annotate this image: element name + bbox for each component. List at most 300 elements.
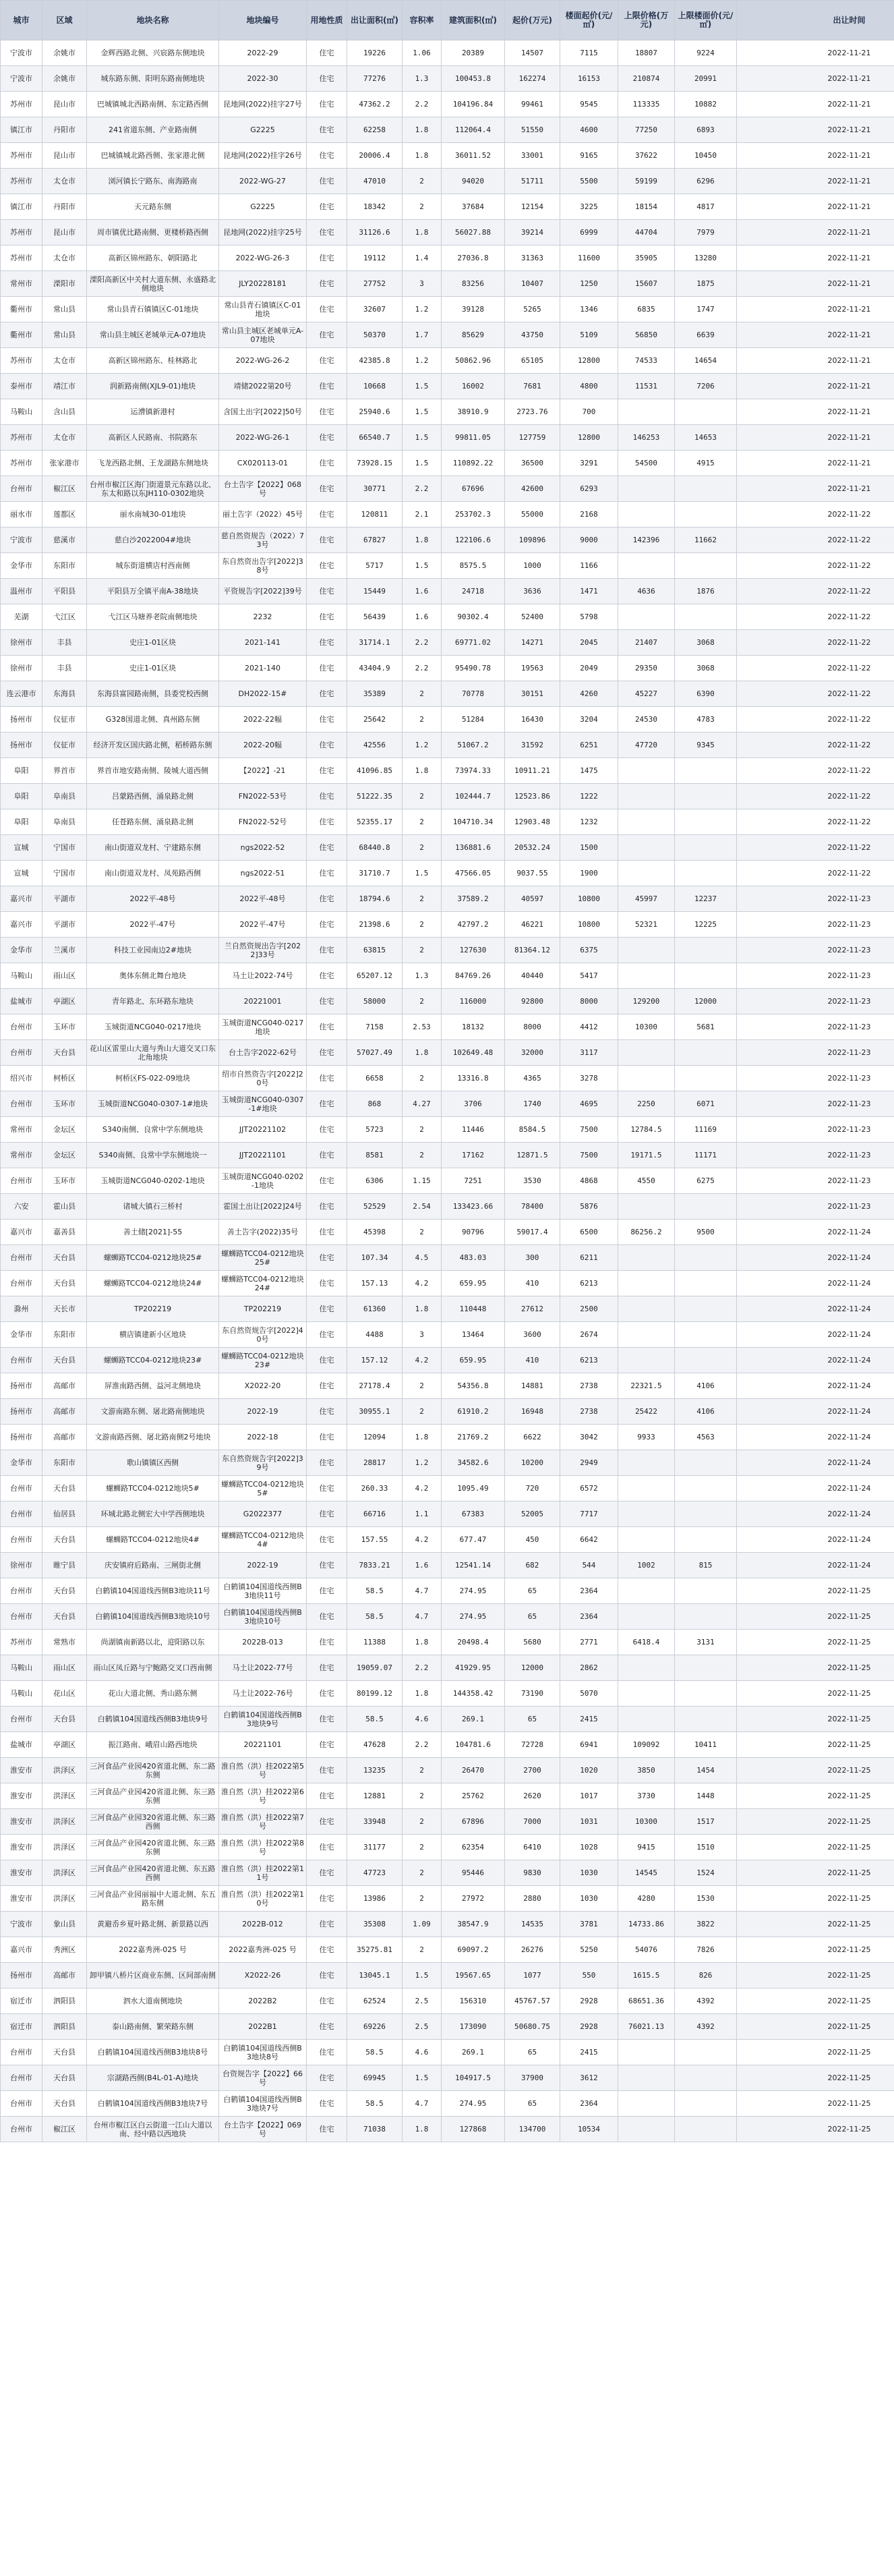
table-row — [1, 1707, 894, 1732]
cell-transfer-date: 2022-11-25 — [737, 1860, 894, 1886]
cell-area: 21398.6 — [347, 912, 403, 938]
cell-area: 25642 — [347, 707, 403, 733]
cell-land-use: 住宅 — [307, 502, 347, 527]
cell-cap-floor-price: 10411 — [675, 1732, 737, 1758]
cell-district: 泗阳县 — [42, 1988, 87, 2014]
cell-plot-name: 三河食品产业园420省道北侧、东五路西侧 — [87, 1860, 219, 1886]
cell-start-price: 720 — [505, 1476, 560, 1501]
cell-transfer-date: 2022-11-21 — [737, 169, 894, 194]
cell-start-price: 7681 — [505, 374, 560, 399]
cell-plot-code: 丽土告字（2022）45号 — [219, 502, 307, 527]
cell-floor-start-price: 1232 — [560, 809, 618, 835]
cell-floor-start-price: 6375 — [560, 938, 618, 963]
cell-plot-ratio: 4.7 — [403, 2091, 442, 2117]
table-row — [1, 604, 894, 630]
cell-cap-floor-price — [675, 758, 737, 784]
cell-plot-ratio: 4.7 — [403, 1604, 442, 1630]
table-row — [1, 2091, 894, 2117]
cell-land-use: 住宅 — [307, 399, 347, 425]
cell-cap-price: 59199 — [618, 169, 675, 194]
cell-start-price: 3636 — [505, 579, 560, 604]
cell-cap-price: 37622 — [618, 143, 675, 169]
cell-cap-price — [618, 1271, 675, 1296]
cell-area: 69226 — [347, 2014, 403, 2040]
cell-start-price: 1740 — [505, 1091, 560, 1117]
cell-land-use: 住宅 — [307, 835, 347, 861]
cell-area: 42556 — [347, 733, 403, 758]
cell-start-price: 2723.76 — [505, 399, 560, 425]
table-row — [1, 1937, 894, 1963]
cell-cap-price — [618, 758, 675, 784]
cell-building-area: 110448 — [442, 1296, 505, 1322]
cell-cap-price — [618, 1040, 675, 1066]
cell-cap-floor-price — [675, 476, 737, 502]
cell-plot-ratio: 2 — [403, 707, 442, 733]
cell-cap-price: 129200 — [618, 989, 675, 1014]
cell-plot-name: 运漕镇新港村 — [87, 399, 219, 425]
cell-plot-code: 平资规告字[2022]39号 — [219, 579, 307, 604]
cell-start-price: 26276 — [505, 1937, 560, 1963]
cell-city: 马鞍山 — [1, 399, 42, 425]
cell-land-use: 住宅 — [307, 604, 347, 630]
cell-district: 天台县 — [42, 1707, 87, 1732]
cell-area: 18794.6 — [347, 886, 403, 912]
cell-district: 余姚市 — [42, 40, 87, 66]
cell-building-area: 13316.8 — [442, 1066, 505, 1091]
cell-floor-start-price: 2364 — [560, 1604, 618, 1630]
cell-building-area: 116000 — [442, 989, 505, 1014]
cell-district: 兰溪市 — [42, 938, 87, 963]
cell-cap-floor-price — [675, 1296, 737, 1322]
cell-plot-ratio: 2.2 — [403, 630, 442, 656]
cell-plot-name: G328国道北侧、真州路东侧 — [87, 707, 219, 733]
cell-plot-code: 淮自然（洪）挂2022第5号 — [219, 1758, 307, 1783]
cell-cap-price — [618, 1450, 675, 1476]
header-transfer-date: 出让时间 — [737, 1, 894, 40]
cell-building-area: 253702.3 — [442, 502, 505, 527]
cell-plot-ratio: 3 — [403, 271, 442, 297]
cell-district: 东阳市 — [42, 1450, 87, 1476]
table-row — [1, 861, 894, 886]
cell-building-area: 104710.34 — [442, 809, 505, 835]
cell-building-area: 37684 — [442, 194, 505, 220]
cell-start-price: 1077 — [505, 1963, 560, 1988]
table-row — [1, 2065, 894, 2091]
cell-city: 常州市 — [1, 1117, 42, 1143]
cell-plot-ratio: 2 — [403, 1783, 442, 1809]
cell-land-use: 住宅 — [307, 246, 347, 271]
cell-land-use: 住宅 — [307, 1681, 347, 1707]
cell-district: 洪泽区 — [42, 1860, 87, 1886]
cell-cap-floor-price: 5681 — [675, 1014, 737, 1040]
cell-cap-price: 142396 — [618, 527, 675, 553]
cell-plot-name: 润新路南侧(XJL9-01)地块 — [87, 374, 219, 399]
cell-district: 丹阳市 — [42, 117, 87, 143]
cell-floor-start-price: 6999 — [560, 220, 618, 246]
cell-transfer-date: 2022-11-24 — [737, 1399, 894, 1425]
cell-transfer-date: 2022-11-24 — [737, 1245, 894, 1271]
cell-land-use: 住宅 — [307, 1322, 347, 1348]
cell-plot-ratio: 2.2 — [403, 1732, 442, 1758]
cell-floor-start-price: 6213 — [560, 1348, 618, 1373]
cell-land-use: 住宅 — [307, 1963, 347, 1988]
cell-district: 张家港市 — [42, 451, 87, 476]
cell-floor-start-price: 6293 — [560, 476, 618, 502]
cell-plot-name: 巴城镇城北路西侧、张家港北侧 — [87, 143, 219, 169]
cell-district: 洪泽区 — [42, 1809, 87, 1835]
cell-area: 47723 — [347, 1860, 403, 1886]
cell-plot-name: 城东路东侧、阳明东路南侧地块 — [87, 66, 219, 92]
cell-building-area: 95446 — [442, 1860, 505, 1886]
cell-cap-price: 4636 — [618, 579, 675, 604]
cell-cap-price: 2250 — [618, 1091, 675, 1117]
cell-district: 天台县 — [42, 1527, 87, 1553]
cell-cap-price: 54076 — [618, 1937, 675, 1963]
cell-area: 73928.15 — [347, 451, 403, 476]
cell-cap-price: 35905 — [618, 246, 675, 271]
cell-land-use: 住宅 — [307, 1860, 347, 1886]
cell-land-use: 住宅 — [307, 297, 347, 322]
cell-start-price: 43750 — [505, 322, 560, 348]
cell-cap-price: 19171.5 — [618, 1143, 675, 1168]
cell-cap-floor-price: 6390 — [675, 681, 737, 707]
cell-city: 台州市 — [1, 1527, 42, 1553]
cell-cap-floor-price: 4106 — [675, 1373, 737, 1399]
cell-floor-start-price: 2049 — [560, 656, 618, 681]
cell-start-price: 12871.5 — [505, 1143, 560, 1168]
cell-start-price: 2880 — [505, 1886, 560, 1912]
cell-plot-ratio: 1.2 — [403, 1450, 442, 1476]
cell-floor-start-price: 1020 — [560, 1758, 618, 1783]
cell-floor-start-price: 5250 — [560, 1937, 618, 1963]
cell-area: 66540.7 — [347, 425, 403, 451]
table-row — [1, 1553, 894, 1578]
cell-start-price: 65105 — [505, 348, 560, 374]
cell-start-price: 16430 — [505, 707, 560, 733]
cell-start-price: 92800 — [505, 989, 560, 1014]
cell-area: 13986 — [347, 1886, 403, 1912]
cell-start-price: 10407 — [505, 271, 560, 297]
cell-cap-floor-price — [675, 835, 737, 861]
cell-cap-price: 45227 — [618, 681, 675, 707]
cell-city: 台州市 — [1, 1091, 42, 1117]
table-row — [1, 733, 894, 758]
cell-floor-start-price: 2949 — [560, 1450, 618, 1476]
cell-plot-code: 常山县青石镇镇区C-01地块 — [219, 297, 307, 322]
table-header-row — [1, 1, 894, 40]
cell-district: 玉环市 — [42, 1014, 87, 1040]
cell-district: 玉环市 — [42, 1091, 87, 1117]
cell-cap-floor-price: 4392 — [675, 1988, 737, 2014]
cell-plot-code: 2022B2 — [219, 1988, 307, 2014]
table-row — [1, 451, 894, 476]
cell-plot-ratio: 1.5 — [403, 553, 442, 579]
cell-city: 衢州市 — [1, 322, 42, 348]
cell-cap-price: 12784.5 — [618, 1117, 675, 1143]
cell-floor-start-price: 12800 — [560, 425, 618, 451]
table-row — [1, 1450, 894, 1476]
cell-city: 淮安市 — [1, 1809, 42, 1835]
cell-cap-price — [618, 1476, 675, 1501]
cell-cap-floor-price — [675, 1271, 737, 1296]
cell-city: 扬州市 — [1, 1373, 42, 1399]
table-row — [1, 1912, 894, 1937]
cell-floor-start-price: 4600 — [560, 117, 618, 143]
cell-building-area: 104196.84 — [442, 92, 505, 117]
cell-plot-ratio: 1.3 — [403, 963, 442, 989]
cell-building-area: 69097.2 — [442, 1937, 505, 1963]
cell-building-area: 1095.49 — [442, 1476, 505, 1501]
cell-transfer-date: 2022-11-22 — [737, 553, 894, 579]
cell-district: 亭湖区 — [42, 1732, 87, 1758]
cell-floor-start-price: 4412 — [560, 1014, 618, 1040]
cell-building-area: 67383 — [442, 1501, 505, 1527]
cell-city: 阜阳 — [1, 809, 42, 835]
cell-land-use: 住宅 — [307, 1450, 347, 1476]
cell-transfer-date: 2022-11-25 — [737, 1963, 894, 1988]
cell-cap-floor-price — [675, 1655, 737, 1681]
cell-area: 7833.21 — [347, 1553, 403, 1578]
cell-plot-code: 台土告字2022-62号 — [219, 1040, 307, 1066]
cell-start-price: 4365 — [505, 1066, 560, 1091]
cell-area: 63815 — [347, 938, 403, 963]
cell-start-price: 31363 — [505, 246, 560, 271]
cell-cap-price: 22321.5 — [618, 1373, 675, 1399]
cell-building-area: 136881.6 — [442, 835, 505, 861]
cell-plot-ratio: 2 — [403, 938, 442, 963]
cell-transfer-date: 2022-11-25 — [737, 1886, 894, 1912]
cell-cap-floor-price: 4392 — [675, 2014, 737, 2040]
cell-land-use: 住宅 — [307, 1630, 347, 1655]
cell-cap-price: 52321 — [618, 912, 675, 938]
cell-plot-name: 金辉西路北侧、兴宸路东侧地块 — [87, 40, 219, 66]
cell-start-price: 10200 — [505, 1450, 560, 1476]
cell-plot-code: 2022嘉秀洲-025 号 — [219, 1937, 307, 1963]
cell-building-area: 62354 — [442, 1835, 505, 1860]
cell-floor-start-price: 2364 — [560, 2091, 618, 2117]
cell-plot-name: S340南侧、良常中学东侧地块 — [87, 1117, 219, 1143]
cell-district: 嘉善县 — [42, 1220, 87, 1245]
cell-cap-price: 14545 — [618, 1860, 675, 1886]
cell-building-area: 26470 — [442, 1758, 505, 1783]
cell-start-price: 40597 — [505, 886, 560, 912]
cell-plot-name: 螺蛳路TCC04-0212地块25# — [87, 1245, 219, 1271]
cell-district: 靖江市 — [42, 374, 87, 399]
cell-city: 台州市 — [1, 1604, 42, 1630]
cell-land-use: 住宅 — [307, 1425, 347, 1450]
table-row — [1, 527, 894, 553]
cell-district: 东阳市 — [42, 1322, 87, 1348]
cell-plot-code: 2022-18 — [219, 1425, 307, 1450]
cell-area: 35275.81 — [347, 1937, 403, 1963]
cell-cap-floor-price: 20991 — [675, 66, 737, 92]
cell-land-use: 住宅 — [307, 2014, 347, 2040]
cell-plot-name: 振江路南、峨眉山路西地块 — [87, 1732, 219, 1758]
cell-cap-price: 6418.4 — [618, 1630, 675, 1655]
cell-plot-name: 白鹤镇104国道线西侧B3地块10号 — [87, 1604, 219, 1630]
cell-city: 扬州市 — [1, 1399, 42, 1425]
table-row — [1, 1655, 894, 1681]
cell-district: 高邮市 — [42, 1373, 87, 1399]
cell-cap-price: 68651.36 — [618, 1988, 675, 2014]
cell-cap-price: 11531 — [618, 374, 675, 399]
cell-transfer-date: 2022-11-23 — [737, 1014, 894, 1040]
cell-plot-ratio: 2.1 — [403, 502, 442, 527]
cell-city: 徐州市 — [1, 630, 42, 656]
table-row — [1, 1091, 894, 1117]
table-row — [1, 1578, 894, 1604]
cell-plot-ratio: 4.7 — [403, 1578, 442, 1604]
cell-floor-start-price: 2928 — [560, 2014, 618, 2040]
cell-plot-ratio: 1.3 — [403, 66, 442, 92]
cell-building-area: 25762 — [442, 1783, 505, 1809]
cell-land-use: 住宅 — [307, 2091, 347, 2117]
cell-area: 8581 — [347, 1143, 403, 1168]
cell-district: 雨山区 — [42, 1655, 87, 1681]
cell-plot-name: 三河食品产业园420省道北侧、东二路东侧 — [87, 1758, 219, 1783]
cell-start-price: 5680 — [505, 1630, 560, 1655]
cell-city: 六安 — [1, 1194, 42, 1220]
cell-floor-start-price: 6211 — [560, 1245, 618, 1271]
cell-cap-price: 3850 — [618, 1758, 675, 1783]
cell-building-area: 83256 — [442, 271, 505, 297]
cell-transfer-date: 2022-11-24 — [737, 1373, 894, 1399]
cell-area: 157.55 — [347, 1527, 403, 1553]
cell-transfer-date: 2022-11-22 — [737, 784, 894, 809]
cell-plot-code: 【2022】-21 — [219, 758, 307, 784]
cell-cap-floor-price — [675, 1066, 737, 1091]
cell-plot-code: 2022B-012 — [219, 1912, 307, 1937]
table-row — [1, 194, 894, 220]
cell-building-area: 17162 — [442, 1143, 505, 1168]
cell-plot-code: ngs2022-51 — [219, 861, 307, 886]
cell-plot-code: 玉城街道NCG040-0307-1#地块 — [219, 1091, 307, 1117]
cell-cap-floor-price: 12237 — [675, 886, 737, 912]
cell-land-use: 住宅 — [307, 2117, 347, 2142]
cell-plot-name: 241省道东侧、产业路南侧 — [87, 117, 219, 143]
cell-plot-code: 2021-141 — [219, 630, 307, 656]
cell-plot-code: 淮自然（洪）挂2022第6号 — [219, 1783, 307, 1809]
cell-transfer-date: 2022-11-21 — [737, 399, 894, 425]
cell-plot-name: 台州市椒江区白云街道一江山大道以南、经中路以西地块 — [87, 2117, 219, 2142]
cell-land-use: 住宅 — [307, 809, 347, 835]
cell-city: 嘉兴市 — [1, 1220, 42, 1245]
cell-district: 宁国市 — [42, 861, 87, 886]
cell-plot-name: 丽水南城30-01地块 — [87, 502, 219, 527]
cell-plot-code: 白鹤镇104国道线西侧B3地块11号 — [219, 1578, 307, 1604]
cell-cap-price: 10300 — [618, 1014, 675, 1040]
cell-start-price: 450 — [505, 1527, 560, 1553]
cell-district: 金坛区 — [42, 1143, 87, 1168]
cell-city: 金华市 — [1, 1322, 42, 1348]
cell-land-use: 住宅 — [307, 1527, 347, 1553]
cell-plot-ratio: 1.8 — [403, 2117, 442, 2142]
cell-land-use: 住宅 — [307, 758, 347, 784]
cell-plot-code: 台资规告字【2022】66号 — [219, 2065, 307, 2091]
cell-area: 27752 — [347, 271, 403, 297]
cell-transfer-date: 2022-11-21 — [737, 322, 894, 348]
cell-plot-name: 青年路北、东环路东地块 — [87, 989, 219, 1014]
cell-plot-ratio: 2.2 — [403, 1655, 442, 1681]
cell-district: 洪泽区 — [42, 1758, 87, 1783]
cell-floor-start-price: 5109 — [560, 322, 618, 348]
cell-land-use: 住宅 — [307, 476, 347, 502]
cell-floor-start-price: 1031 — [560, 1809, 618, 1835]
cell-district: 平湖市 — [42, 912, 87, 938]
cell-district: 天台县 — [42, 1476, 87, 1501]
cell-area: 19226 — [347, 40, 403, 66]
cell-plot-ratio: 2 — [403, 194, 442, 220]
cell-transfer-date: 2022-11-24 — [737, 1450, 894, 1476]
cell-city: 宁波市 — [1, 66, 42, 92]
cell-building-area: 94020 — [442, 169, 505, 194]
cell-building-area: 90796 — [442, 1220, 505, 1245]
cell-district: 高邮市 — [42, 1399, 87, 1425]
cell-land-use: 住宅 — [307, 1501, 347, 1527]
cell-floor-start-price: 2928 — [560, 1988, 618, 2014]
table-row — [1, 374, 894, 399]
cell-cap-price — [618, 1245, 675, 1271]
cell-city: 台州市 — [1, 1040, 42, 1066]
cell-land-use: 住宅 — [307, 220, 347, 246]
cell-transfer-date: 2022-11-25 — [737, 1732, 894, 1758]
cell-transfer-date: 2022-11-23 — [737, 1066, 894, 1091]
cell-city: 宁波市 — [1, 40, 42, 66]
cell-start-price: 12154 — [505, 194, 560, 220]
cell-city: 金华市 — [1, 938, 42, 963]
cell-building-area: 274.95 — [442, 2091, 505, 2117]
cell-building-area: 100453.8 — [442, 66, 505, 92]
cell-building-area: 659.95 — [442, 1348, 505, 1373]
cell-plot-code: JJT20221102 — [219, 1117, 307, 1143]
cell-district: 弋江区 — [42, 604, 87, 630]
cell-plot-code: ngs2022-52 — [219, 835, 307, 861]
table-row — [1, 809, 894, 835]
cell-cap-price: 6835 — [618, 297, 675, 322]
cell-floor-start-price: 1017 — [560, 1783, 618, 1809]
cell-cap-price — [618, 1655, 675, 1681]
cell-city: 台州市 — [1, 2091, 42, 2117]
cell-cap-floor-price: 1517 — [675, 1809, 737, 1835]
cell-plot-ratio: 1.06 — [403, 40, 442, 66]
cell-district: 天台县 — [42, 1271, 87, 1296]
cell-plot-code: 慈自然资规告（2022）73号 — [219, 527, 307, 553]
cell-floor-start-price: 6251 — [560, 733, 618, 758]
cell-plot-name: 吕蒙路西侧、涌泉路北侧 — [87, 784, 219, 809]
cell-city: 淮安市 — [1, 1783, 42, 1809]
cell-land-use: 住宅 — [307, 1988, 347, 2014]
cell-transfer-date: 2022-11-21 — [737, 66, 894, 92]
cell-cap-floor-price — [675, 1707, 737, 1732]
cell-city: 滁州 — [1, 1296, 42, 1322]
cell-plot-ratio: 1.5 — [403, 425, 442, 451]
cell-area: 6306 — [347, 1168, 403, 1194]
cell-start-price: 6410 — [505, 1835, 560, 1860]
cell-plot-name: 科技工业园南边2#地块 — [87, 938, 219, 963]
cell-city: 台州市 — [1, 1476, 42, 1501]
header-plot-ratio: 容积率 — [403, 1, 442, 40]
cell-city: 台州市 — [1, 476, 42, 502]
cell-area: 20006.4 — [347, 143, 403, 169]
cell-cap-price — [618, 1681, 675, 1707]
cell-building-area: 3706 — [442, 1091, 505, 1117]
cell-city: 阜阳 — [1, 784, 42, 809]
cell-plot-name: 环城北路北侧宏大中学西侧地块 — [87, 1501, 219, 1527]
cell-floor-start-price: 3612 — [560, 2065, 618, 2091]
cell-building-area: 133423.66 — [442, 1194, 505, 1220]
cell-cap-price — [618, 861, 675, 886]
cell-plot-ratio: 2 — [403, 989, 442, 1014]
